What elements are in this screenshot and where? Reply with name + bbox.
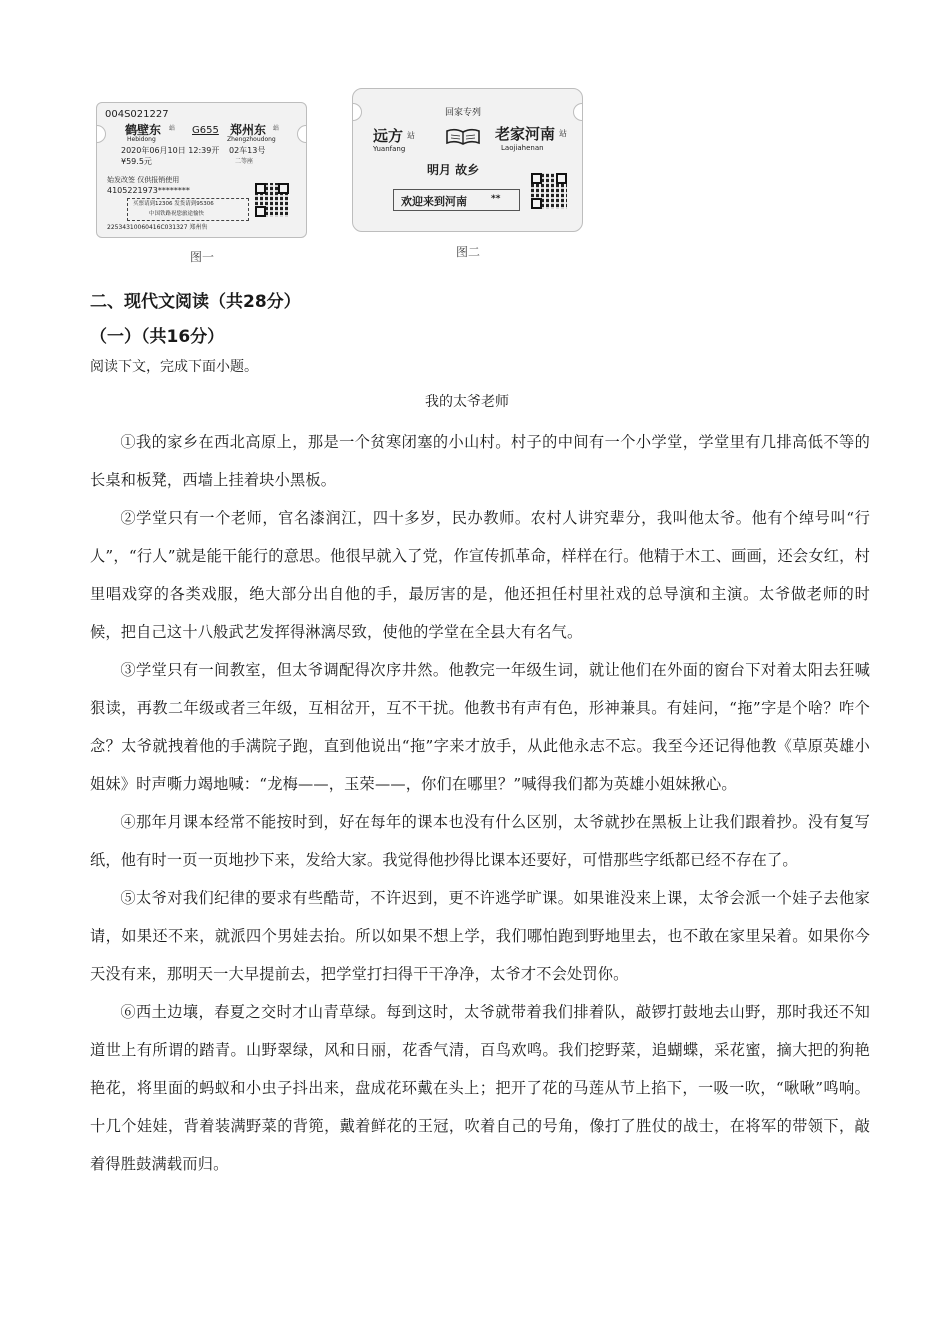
ticket-from-pinyin: Hebidong xyxy=(127,136,156,143)
ticket-train-number: G655 xyxy=(192,125,219,136)
ticket-image-2 xyxy=(352,88,583,232)
ticket-notch xyxy=(573,103,583,121)
ticket-class: 二等座 xyxy=(235,158,254,165)
ticket-to-station: 老家河南 xyxy=(495,125,556,143)
instruction-text: 阅读下文，完成下面小题。 xyxy=(90,359,258,375)
ticket-notch xyxy=(96,125,106,143)
subsection-title: （一）（共16分） xyxy=(90,327,225,347)
ticket-from-station: 鹤壁东 xyxy=(125,123,162,137)
paragraph-2: ②学堂只有一个老师，官名漆润江，四十多岁，民办教师。农村人讲究辈分，我叫他太爷。他有个绰号叫“行人”，“行人”就是能干能行的意思。他很早就入了党，作宣传抓革命，样样在行。他精于木工、画画，还会女红，村里唱戏穿的各类戏服，绝大部分出自他的手，最厉害的是，他还担任村里社戏的总导演和主演。太爷做老师的时候，把自己这十八般武艺发挥得淋漓尽致，使他的学堂在全县大有名气。 xyxy=(90,509,870,641)
ticket-seat: 02车13号 xyxy=(229,146,266,155)
ticket-notch xyxy=(352,103,362,121)
ticket-header: 回家专列 xyxy=(445,108,482,118)
ticket-box-line-2: 中国铁路祝您旅途愉快 xyxy=(149,211,205,217)
article-title: 我的太爷老师 xyxy=(425,394,509,410)
paragraph-3: ③学堂只有一间教室，但太爷调配得次序井然。他教完一年级生词，就让他们在外面的窗台下对着太阳去狂喊狠读，再教二年级或者三年级，互相岔开，互不干扰。他教书有声有色，形神兼具。有娃问，“拖”字是个啥？咋个念？太爷就拽着他的手满院子跑，直到他说出“拖”字来才放手，从此他永志不忘。我至今还记得他教《草原英雄小姐妹》时声嘶力竭地喊：“龙梅——，玉荣——，你们在哪里？”喊得我们都为英雄小姐妹揪心。 xyxy=(90,661,870,793)
ticket-box-line-1: 买票请到12306 发货请到95306 xyxy=(133,201,214,207)
figure-caption-1: 图一 xyxy=(190,250,215,264)
ticket-welcome-text: 欢迎来到河南 xyxy=(401,195,467,208)
ticket-from-suffix: 站 xyxy=(169,125,176,132)
ticket-to-station: 郑州东 xyxy=(230,123,267,137)
ticket-to-pinyin: Laojiahenan xyxy=(501,144,544,152)
ticket-notch xyxy=(297,125,307,143)
ticket-serial: 004S021227 xyxy=(105,109,169,120)
ticket-date: 2020年06月10日 12:39开 xyxy=(121,146,220,155)
ticket-image-1 xyxy=(96,102,307,238)
ticket-to-suffix: 站 xyxy=(559,129,567,138)
ticket-from-suffix: 站 xyxy=(407,131,415,140)
qr-code-icon xyxy=(531,173,567,209)
article-body xyxy=(90,423,870,1183)
figure-caption-2: 图二 xyxy=(456,245,481,259)
paragraph-5: ⑤太爷对我们纪律的要求有些酷苛，不许迟到，更不许逃学旷课。如果谁没来上课，太爷会派一个娃子去他家请，如果还不来，就派四个男娃去抬。所以如果不想上学，我们哪怕跑到野地里去，也不敢在家里呆着。如果你今天没有来，那明天一大早提前去，把学堂打扫得干干净净，太爷才不会处罚你。 xyxy=(90,889,870,983)
ticket-stars: ** xyxy=(491,194,501,204)
ticket-price: ¥59.5元 xyxy=(121,157,152,166)
paragraph-6: ⑥西土边壤，春夏之交时才山青草绿。每到这时，太爷就带着我们排着队，敲锣打鼓地去山野，那时我还不知道世上有所谓的踏青。山野翠绿，风和日丽，花香气清，百鸟欢鸣。我们挖野菜，追蝴蝶，采花蜜，摘大把的狗艳艳花，将里面的蚂蚁和小虫子抖出来，盘成花环戴在头上；把开了花的马莲从节上掐下，一吸一吹，“啾啾”鸣响。十几个娃娃，背着装满野菜的背篼，戴着鲜花的王冠，吹着自己的号角，像打了胜仗的战士，在将军的带领下，敲着得胜鼓满载而归。 xyxy=(90,1003,870,1173)
ticket-bottom-code: 22534310060416C031327 郑州售 xyxy=(107,224,208,231)
qr-code-icon xyxy=(255,183,289,217)
ticket-from-pinyin: Yuanfang xyxy=(373,145,406,153)
ticket-from-station: 远方 xyxy=(373,127,404,145)
paragraph-4: ④那年月课本经常不能按时到，好在每年的课本也没有什么区别，太爷就抄在黑板上让我们跟着抄。没有复写纸，他有时一页一页地抄下来，发给大家。我觉得他抄得比课本还要好，可惜那些字纸都已经不存在了。 xyxy=(90,813,870,869)
ticket-note: 始发改签 仅供报销使用 xyxy=(107,176,180,184)
ticket-id: 4105221973******** xyxy=(107,186,190,195)
open-book-icon xyxy=(445,127,481,147)
ticket-to-suffix: 站 xyxy=(273,125,280,132)
paragraph-1: ①我的家乡在西北高原上，那是一个贫寒闭塞的小山村。村子的中间有一个小学堂，学堂里有几排高低不等的长桌和板凳，西墙上挂着块小黑板。 xyxy=(90,433,870,489)
ticket-to-pinyin: Zhengzhoudong xyxy=(227,136,276,143)
ticket-middle-text: 明月 故乡 xyxy=(427,163,480,177)
section-title: 二、现代文阅读（共28分） xyxy=(90,292,301,312)
